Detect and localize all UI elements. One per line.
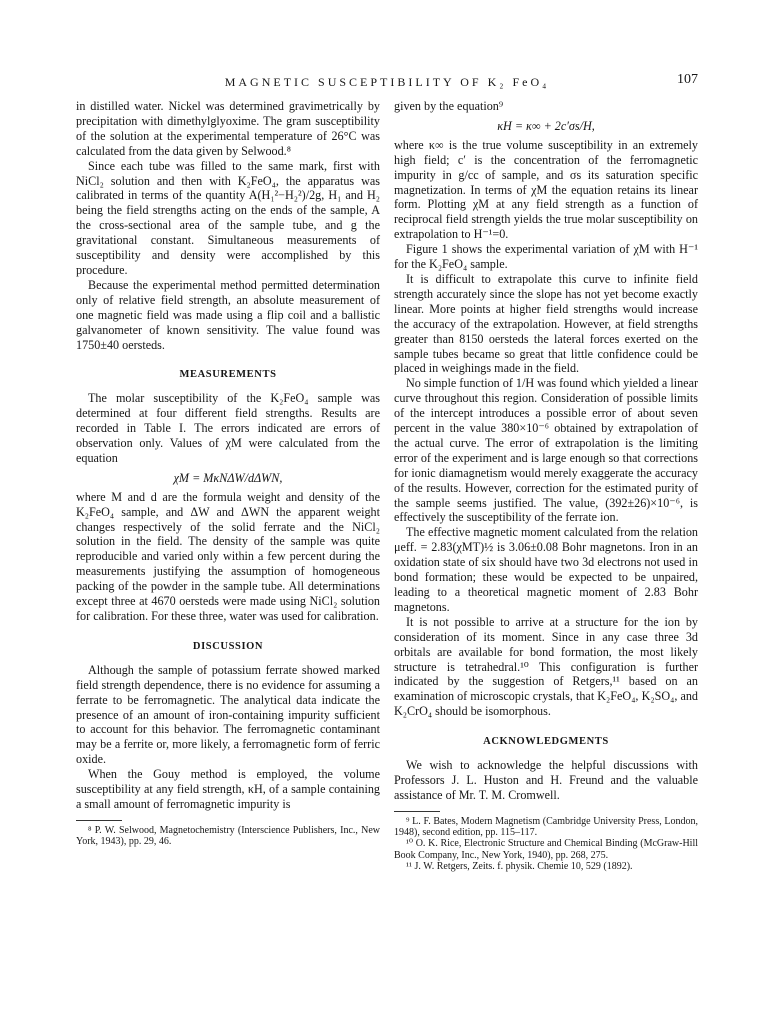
paragraph: When the Gouy method is employed, the volume susceptibility at any field strength, κH, of a sample containing a small amount of ferromagnetic impurity is bbox=[76, 767, 380, 811]
paragraph: No simple function of 1/H was found which yielded a linear curve throughout this region. Consideration of possible limits of the intercept introduces a possible error of about seven percent in the value 380×10⁻⁶ obtained by extrapolation of the actual curve. The error of extrapolation is the limiting error of the experiment and is large enough so that corrections for ionic diamagnetism would merely exaggerate the accuracy of the results. However, correction for the estimated purity of the sample seems justified. The value, (392±26)×10⁻⁶, is effectively the susceptibility of the ferrate ion. bbox=[394, 376, 698, 525]
paragraph: It is difficult to extrapolate this curve to infinite field strength accurately since the slope has not yet become exactly linear. More points at higher field strengths would increase the accuracy of the extrapolation. However, at field strengths greater than 8150 oersteds the lateral forces exerted on the sample tubes became so great that little confidence could be placed in weighings made in the field. bbox=[394, 271, 698, 376]
footnote-10: ¹⁰ O. K. Rice, Electronic Structure and Chemical Binding (McGraw-Hill Book Company, Inc., New York, 1940), pp. 268, 275. bbox=[394, 838, 698, 861]
footnote-divider bbox=[394, 811, 440, 812]
paragraph: It is not possible to arrive at a structure for the ion by consideration of its moment. Since in any case three 3d orbitals are available for bond formation, the most likely structure is tetrahedral.¹⁰ This configuration is further indicated by the suggestion of Retgers,¹¹ based on an examination of microscopic crystals, that K₂FeO₄, K₂SO₄, and K₂CrO₄ should be isomorphous. bbox=[394, 614, 698, 719]
footnote-9: ⁹ L. F. Bates, Modern Magnetism (Cambridge University Press, London, 1948), second edition, pp. 115–117. bbox=[394, 815, 698, 839]
footnote-8: ⁸ P. W. Selwood, Magnetochemistry (Interscience Publishers, Inc., New York, 1943), pp. 29, 46. bbox=[76, 824, 380, 848]
paragraph: where M and d are the formula weight and density of the K₂FeO₄ sample, and ΔW and ΔWN the apparent weight changes respectively of the solid ferrate and the NiCl₂ solution in the field. The density of the sample was quite reproducible and varied only within a few percent during the measurements justifying the assumption of homogeneous packing of the powder in the sample tube. All determinations except three at 4670 oersteds were made using NiCl₂ solution for calibration. For these three, water was used for calibration. bbox=[76, 489, 380, 623]
section-heading-measurements: MEASUREMENTS bbox=[179, 369, 277, 381]
paragraph: Since each tube was filled to the same mark, first with NiCl₂ solution and then with K₂FeO₄, the apparatus was calibrated in terms of the quantity A(H₁²−H₂²)/2g, H₁ and H₂ being the field strengths acting on the ends of the sample, A the cross-sectional area of the sample tube, and g the gravitational constant. Simultaneous measurements of susceptibility and density were accomplished by this procedure. bbox=[76, 158, 380, 277]
equation-volume-susceptibility: κH = κ∞ + 2c′σs/H, bbox=[497, 118, 595, 133]
paragraph: The effective magnetic moment calculated from the relation μeff. = 2.83(χMT)½ is 3.06±0.08 Bohr magnetons. Iron in an oxidation state of six should have two 3d electrons not used in bond formation; these would be expected to be unpaired, leading to a theoretical magnetic moment of 2.83 Bohr magnetons. bbox=[394, 525, 698, 614]
paragraph: We wish to acknowledge the helpful discussions with Professors J. L. Huston and H. Freund and the valuable assistance of Mr. T. M. Cromwell. bbox=[394, 758, 698, 802]
paragraph: Because the experimental method permitted determination only of relative field strength, an absolute measurement of one magnetic field was made using a flip coil and a ballistic galvanometer of known sensitivity. The value found was 1750±40 oersteds. bbox=[76, 277, 380, 352]
paragraph: in distilled water. Nickel was determined gravimetrically by precipitation with dimethylglyoxime. The gram susceptibility of the solution at the experimental temperature of 26°C was calculated from the data given by Selwood.⁸ bbox=[76, 99, 380, 158]
left-column bbox=[76, 99, 380, 847]
running-title: MAGNETIC SUSCEPTIBILITY OF K₂ FeO₄ bbox=[224, 75, 550, 89]
section-heading-acknowledgments: ACKNOWLEDGMENTS bbox=[483, 736, 609, 748]
paragraph: Figure 1 shows the experimental variation of χM with H⁻¹ for the K₂FeO₄ sample. bbox=[394, 242, 698, 272]
equation-molar-susceptibility: χM = MκNΔW/dΔWN, bbox=[173, 470, 283, 485]
footnote-11: ¹¹ J. W. Retgers, Zeits. f. physik. Chemie 10, 529 (1892). bbox=[406, 860, 633, 872]
section-heading-discussion: DISCUSSION bbox=[192, 640, 264, 652]
paragraph: Although the sample of potassium ferrate showed marked field strength dependence, there is no evidence for assuming a ferrate to be ferromagnetic. The analytical data indicate the presence of an amount of iron-containing impurity sufficient to account for this behavior. The ferromagnetic contaminant may be a ferrite or, more likely, a ferromagnetic form of ferric oxide. bbox=[76, 662, 380, 767]
page-number: 107 bbox=[677, 72, 698, 87]
paragraph: given by the equation⁹ bbox=[394, 99, 504, 113]
paragraph: where κ∞ is the true volume susceptibility in an extremely high field; c′ is the concentration of the ferromagnetic impurity in g/cc of sample, and σs its saturation specific magnetization. In terms of χM the equation retains its linear form. Plotting χM at any field strength as a function of reciprocal field strength yields the true molar susceptibility on extrapolation to H⁻¹=0. bbox=[394, 137, 698, 242]
footnote-divider bbox=[76, 820, 122, 821]
page-header bbox=[76, 72, 698, 92]
paragraph: The molar susceptibility of the K₂FeO₄ sample was determined at four different field strengths. Results are recorded in Table I. The errors indicated are errors of observation only. Values of χM were calculated from the equation bbox=[76, 391, 380, 465]
right-column bbox=[394, 99, 698, 872]
